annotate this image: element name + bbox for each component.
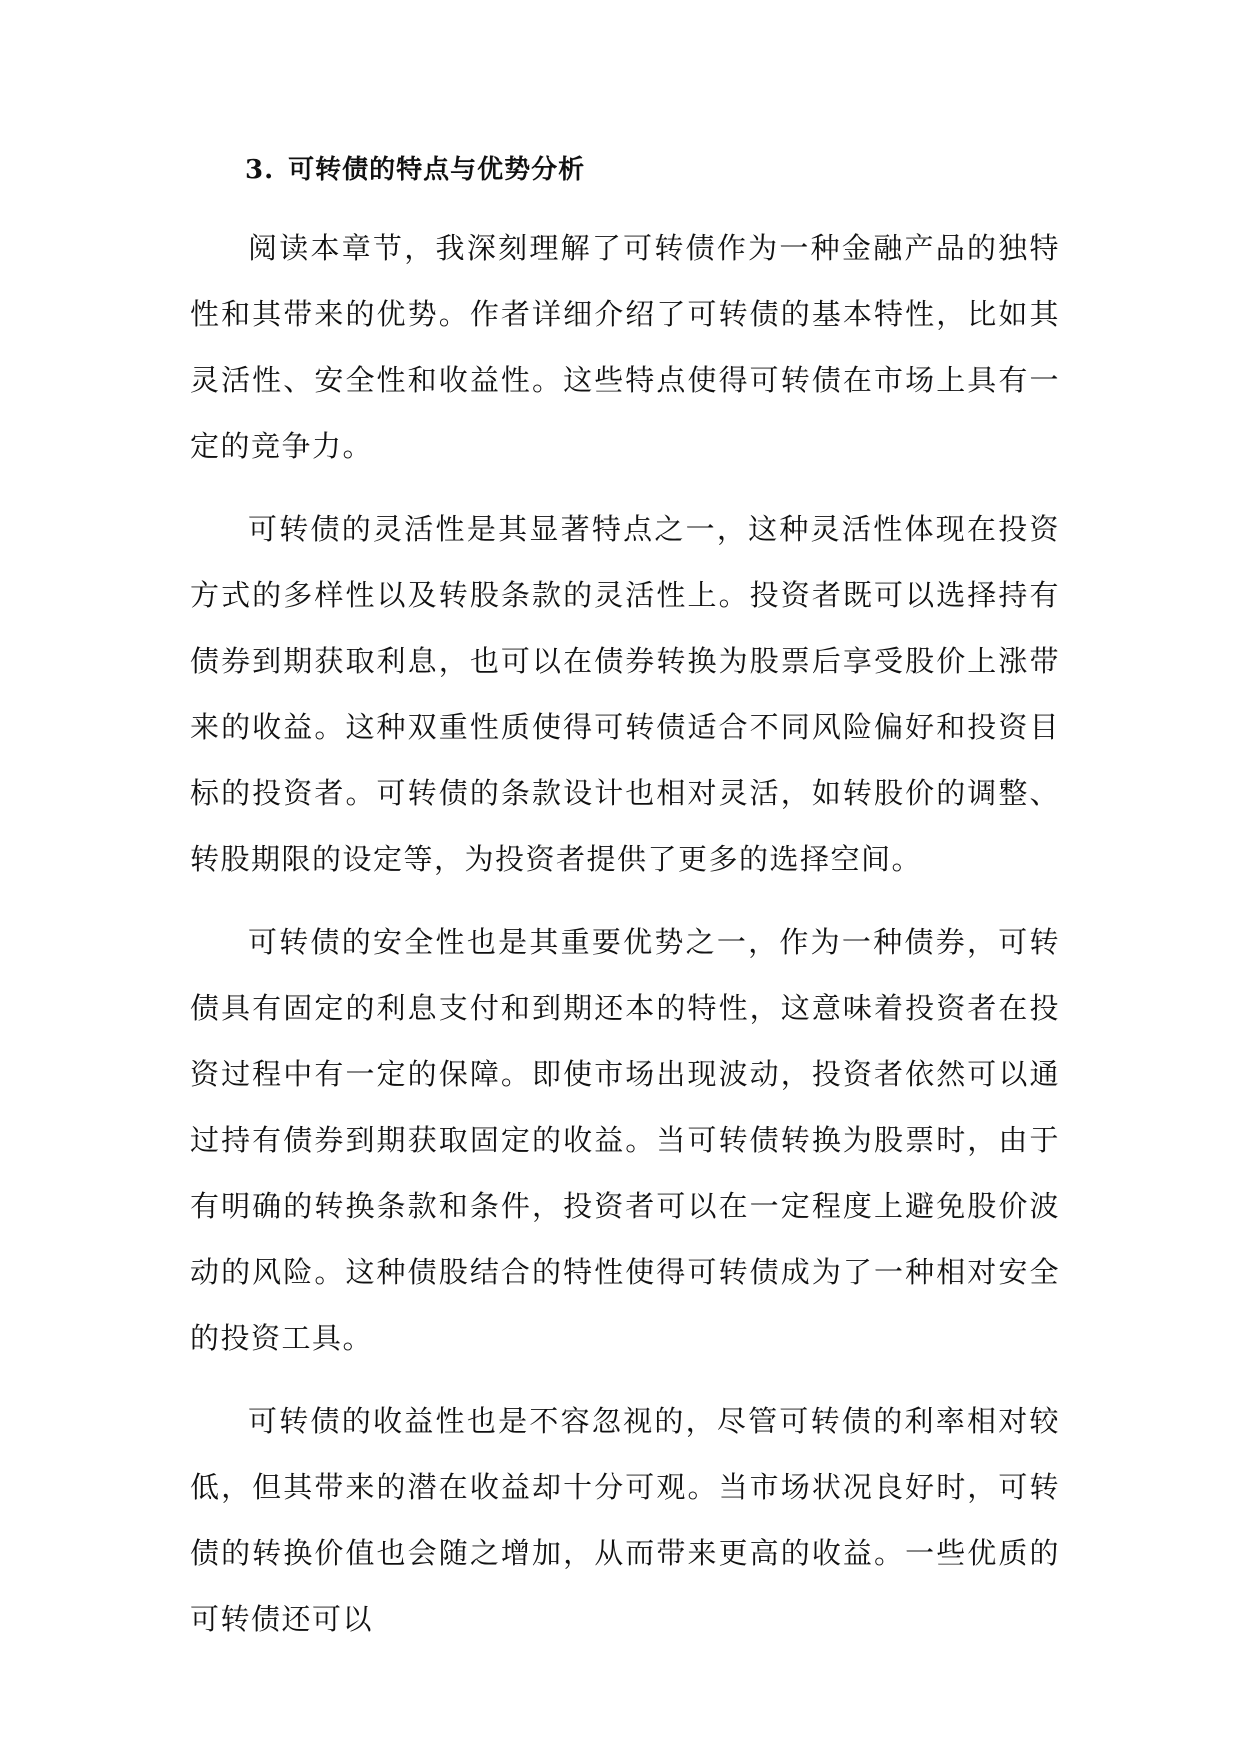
paragraph-returns: 可转债的收益性也是不容忽视的，尽管可转债的利率相对较低，但其带来的潜在收益却十分可观。当市场状况良好时，可转债的转换价值也会随之增加，从而带来更高的收益。一些优质的可转债还可以 [190, 1404, 1060, 1636]
section-title: 可转债的特点与优势分析 [288, 155, 586, 185]
paragraph-safety: 可转债的安全性也是其重要优势之一，作为一种债券，可转债具有固定的利息支付和到期还本的特性，这意味着投资者在投资过程中有一定的保障。即使市场出现波动，投资者依然可以通过持有债券到期获取固定的收益。当可转债转换为股票时，由于有明确的转换条款和条件，投资者可以在一定程度上避免股价波动的风险。这种债股结合的特性使得可转债成为了一种相对安全的投资工具。 [190, 925, 1060, 1355]
section-heading [245, 148, 1145, 192]
section-number: 3. [245, 155, 275, 185]
paragraph-intro: 阅读本章节，我深刻理解了可转债作为一种金融产品的独特性和其带来的优势。作者详细介绍了可转债的基本特性，比如其灵活性、安全性和收益性。这些特点使得可转债在市场上具有一定的竞争力。 [190, 231, 1060, 463]
paragraph-flexibility: 可转债的灵活性是其显著特点之一，这种灵活性体现在投资方式的多样性以及转股条款的灵活性上。投资者既可以选择持有债券到期获取利息，也可以在债券转换为股票后享受股价上涨带来的收益。这种双重性质使得可转债适合不同风险偏好和投资目标的投资者。可转债的条款设计也相对灵活，如转股价的调整、转股期限的设定等，为投资者提供了更多的选择空间。 [190, 512, 1060, 876]
document-body [190, 215, 1060, 1669]
